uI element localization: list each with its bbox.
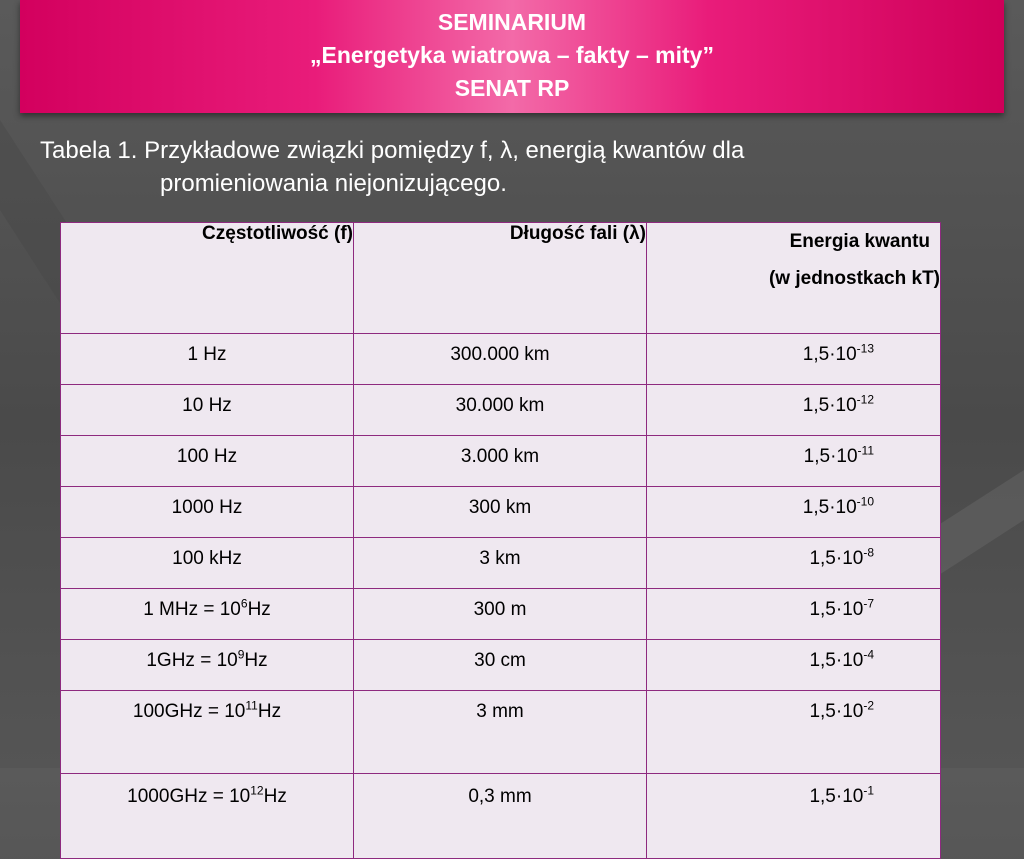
energy-exponent: -2	[863, 698, 874, 713]
cell-frequency	[61, 691, 354, 774]
energy-exponent: -1	[863, 783, 874, 798]
cell-frequency	[61, 385, 354, 436]
table-row	[61, 385, 941, 436]
cell-energy	[647, 589, 941, 640]
banner-title-topic: „Energetyka wiatrowa – fakty – mity”	[310, 42, 714, 68]
frequency-exponent: 12	[250, 783, 264, 798]
frequency-unit: Hz	[263, 786, 287, 807]
cell-wavelength: 30 cm	[354, 640, 647, 691]
cell-wavelength: 30.000 km	[354, 385, 647, 436]
banner-title-seminarium: SEMINARIUM	[437, 9, 587, 35]
frequency-exponent: 11	[245, 698, 258, 713]
energy-mantissa: 1,5·10	[809, 599, 864, 620]
energy-mantissa: 1,5·10	[802, 395, 857, 416]
energy-exponent: -10	[856, 494, 874, 509]
table-row	[61, 538, 941, 589]
column-header-energy-line1: Energia kwantu	[789, 231, 930, 252]
table-row	[61, 334, 941, 385]
energy-mantissa: 1,5·10	[809, 701, 864, 722]
energy-mantissa: 1,5·10	[803, 446, 858, 467]
frequency-value: 1 MHz = 10	[143, 599, 241, 620]
energy-mantissa: 1,5·10	[809, 650, 864, 671]
frequency-value: 1000 Hz	[171, 497, 243, 518]
frequency-value: 100 Hz	[176, 446, 238, 467]
cell-frequency	[61, 487, 354, 538]
energy-mantissa: 1,5·10	[809, 786, 864, 807]
cell-wavelength: 300 m	[354, 589, 647, 640]
energy-mantissa: 1,5·10	[802, 344, 857, 365]
cell-wavelength: 3 mm	[354, 691, 647, 774]
energy-exponent: -8	[863, 545, 874, 560]
energy-exponent: -4	[863, 647, 874, 662]
cell-frequency	[61, 436, 354, 487]
frequency-exponent: 6	[240, 596, 248, 611]
frequency-exponent: 9	[237, 647, 245, 662]
frequency-unit: Hz	[247, 599, 271, 620]
column-header-energy-line2: (w jednostkach kT)	[768, 268, 940, 289]
cell-frequency	[61, 538, 354, 589]
cell-energy	[647, 385, 941, 436]
table-caption-line1: Tabela 1. Przykładowe związki pomiędzy f, λ, energią kwantów dla	[40, 137, 745, 164]
cell-energy	[647, 538, 941, 589]
column-header-wavelength: Długość fali (λ)	[354, 223, 647, 334]
frequency-value: 1000GHz = 10	[127, 786, 251, 807]
frequency-value: 100 kHz	[172, 548, 242, 569]
cell-energy	[647, 774, 941, 859]
frequency-value: 1 Hz	[187, 344, 227, 365]
table-row	[61, 589, 941, 640]
cell-frequency	[61, 589, 354, 640]
cell-wavelength: 300.000 km	[354, 334, 647, 385]
cell-energy	[647, 436, 941, 487]
table-row	[61, 436, 941, 487]
cell-energy	[647, 691, 941, 774]
cell-wavelength: 3.000 km	[354, 436, 647, 487]
table-row	[61, 487, 941, 538]
energy-exponent: -13	[856, 341, 874, 356]
data-table	[60, 222, 941, 859]
column-header-frequency: Częstotliwość (f)	[61, 223, 354, 334]
table-caption-line2: promieniowania niejonizującego.	[160, 170, 507, 197]
table-row	[61, 774, 941, 859]
frequency-unit: Hz	[257, 701, 282, 722]
cell-frequency	[61, 334, 354, 385]
banner-title-organizer: SENAT RP	[454, 75, 570, 101]
cell-frequency	[61, 774, 354, 859]
cell-frequency	[61, 640, 354, 691]
cell-wavelength: 300 km	[354, 487, 647, 538]
frequency-value: 100GHz = 10	[132, 701, 246, 722]
cell-energy	[647, 334, 941, 385]
table-row	[61, 640, 941, 691]
energy-exponent: -12	[856, 392, 874, 407]
frequency-value: 1GHz = 10	[146, 650, 238, 671]
cell-wavelength: 0,3 mm	[354, 774, 647, 859]
cell-wavelength: 3 km	[354, 538, 647, 589]
table-header-row	[61, 223, 941, 334]
frequency-unit: Hz	[244, 650, 268, 671]
energy-exponent: -11	[857, 443, 874, 458]
table-caption	[40, 134, 1000, 200]
frequency-value: 10 Hz	[182, 395, 232, 416]
table-row	[61, 691, 941, 774]
cell-energy	[647, 640, 941, 691]
title-banner	[20, 0, 1004, 113]
column-header-energy	[647, 223, 941, 334]
energy-mantissa: 1,5·10	[809, 548, 864, 569]
energy-mantissa: 1,5·10	[802, 497, 857, 518]
energy-exponent: -7	[863, 596, 874, 611]
cell-energy	[647, 487, 941, 538]
